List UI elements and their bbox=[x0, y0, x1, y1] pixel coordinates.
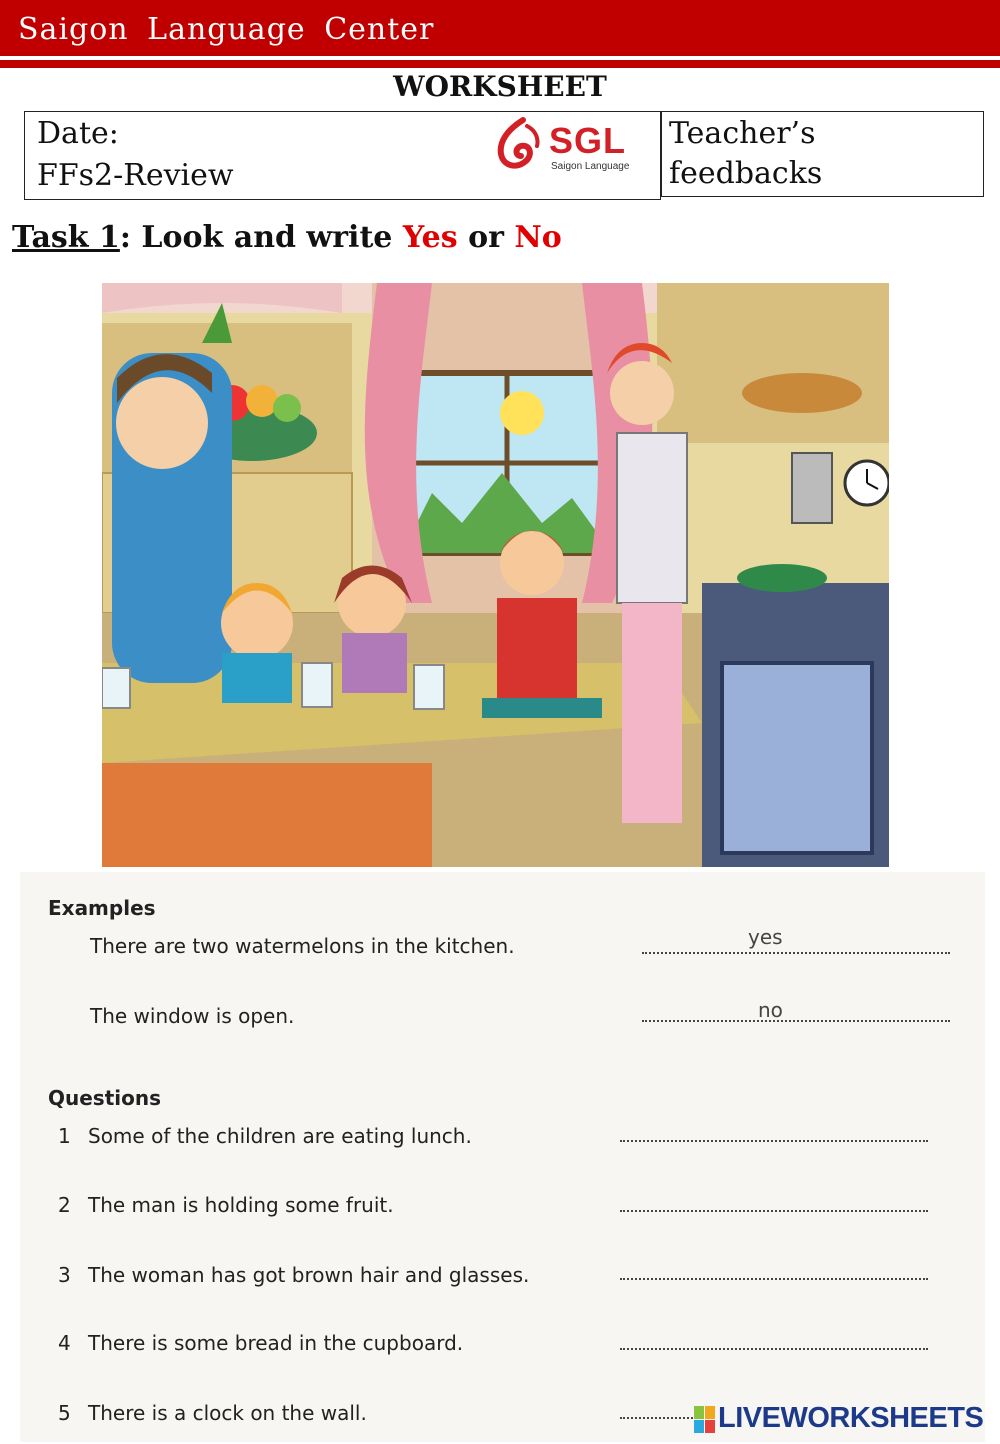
logo-subtitle: Saigon Language bbox=[551, 161, 630, 172]
question-text: The man is holding some fruit. bbox=[88, 1193, 394, 1217]
example-answer-line-1 bbox=[642, 952, 950, 954]
examples-heading: Examples bbox=[48, 896, 156, 920]
example-answer-line-2 bbox=[642, 1020, 950, 1022]
question-number: 4 bbox=[58, 1331, 71, 1355]
question-item-2 bbox=[58, 1193, 394, 1217]
task-yes: Yes bbox=[402, 220, 458, 255]
sgl-logo bbox=[493, 116, 653, 176]
example-answer-2: no bbox=[758, 998, 783, 1022]
task-text: : Look and write bbox=[119, 220, 403, 255]
liveworksheets-icon bbox=[694, 1406, 716, 1434]
question-item-1 bbox=[58, 1124, 472, 1148]
header-rule bbox=[0, 60, 1000, 68]
task-or: or bbox=[457, 220, 515, 255]
sgl-swirl-icon bbox=[493, 116, 549, 174]
date-label: Date: bbox=[37, 116, 119, 151]
questions-heading: Questions bbox=[48, 1086, 162, 1110]
info-box bbox=[24, 111, 661, 200]
question-text: There is some bread in the cupboard. bbox=[88, 1331, 464, 1355]
question-item-3 bbox=[58, 1263, 529, 1287]
kitchen-illustration bbox=[102, 283, 889, 867]
worksheet-title: WORKSHEET bbox=[393, 70, 607, 103]
liveworksheets-text: LIVEWORKSHEETS bbox=[718, 1402, 984, 1434]
answer-field-4[interactable] bbox=[620, 1348, 928, 1350]
logo-text: SGL bbox=[549, 120, 627, 161]
question-item-5 bbox=[58, 1401, 367, 1425]
course-label: FFs2-Review bbox=[37, 158, 234, 193]
answer-field-5[interactable] bbox=[620, 1417, 700, 1419]
example-answer-1: yes bbox=[748, 925, 783, 949]
feedback-label-1: Teacher’s bbox=[669, 116, 816, 151]
exercise-panel bbox=[20, 872, 985, 1442]
question-item-4 bbox=[58, 1331, 463, 1355]
feedback-box bbox=[661, 111, 984, 197]
answer-field-1[interactable] bbox=[620, 1140, 928, 1142]
question-number: 3 bbox=[58, 1263, 71, 1287]
question-text: Some of the children are eating lunch. bbox=[88, 1124, 472, 1148]
question-text: The woman has got brown hair and glasses. bbox=[88, 1263, 530, 1287]
task-no: No bbox=[514, 220, 562, 255]
feedback-label-2: feedbacks bbox=[669, 156, 823, 191]
answer-field-2[interactable] bbox=[620, 1210, 928, 1212]
question-number: 1 bbox=[58, 1124, 71, 1148]
task-number: Task 1 bbox=[12, 220, 120, 255]
center-name: Saigon Language Center bbox=[18, 12, 435, 47]
question-number: 5 bbox=[58, 1401, 71, 1425]
answer-field-3[interactable] bbox=[620, 1278, 928, 1280]
task-heading bbox=[12, 220, 562, 255]
example-item-2: The window is open. bbox=[90, 1004, 295, 1028]
example-item-1: There are two watermelons in the kitchen. bbox=[90, 934, 515, 958]
question-number: 2 bbox=[58, 1193, 71, 1217]
header-bar bbox=[0, 0, 1000, 56]
question-text: There is a clock on the wall. bbox=[88, 1401, 367, 1425]
